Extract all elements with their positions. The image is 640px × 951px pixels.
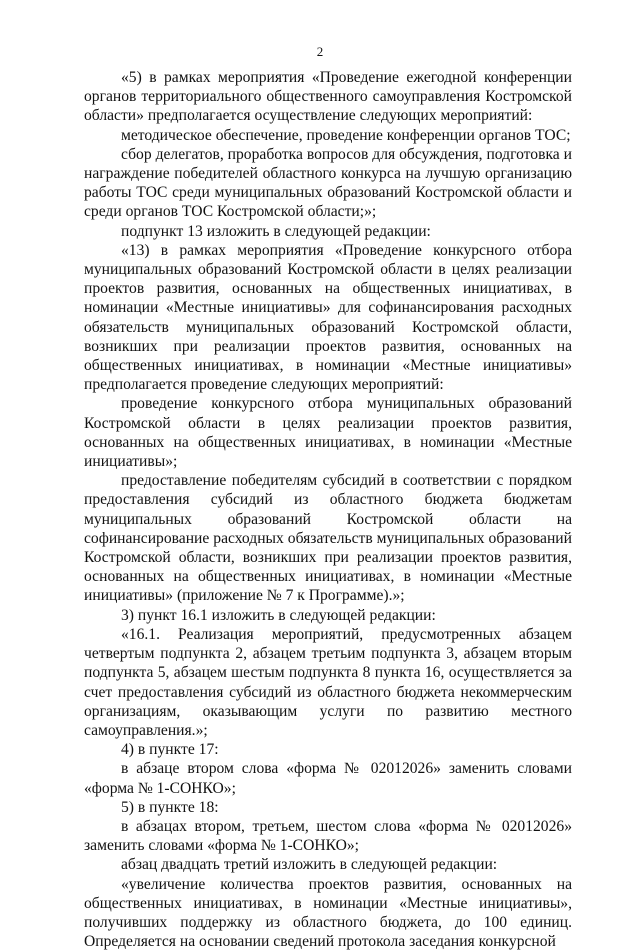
- paragraph: в абзаце втором слова «форма № 02012026» заменить словами «форма № 1-СОНКО»;: [84, 760, 572, 797]
- paragraph: «13) в рамках мероприятия «Проведение конкурсного отбора муниципальных образований Костромской области в целях реализации проектов развития, основанных на общественных инициативах, в номинации «Местные инициативы» для софинансирования расходных обязательств муниципальных образований Костромской области, возникших при реализации проектов развития, основанных на общественных инициативах, в номинации «Местные инициативы» предполагается проведение следующих мероприятий:: [84, 241, 572, 394]
- paragraph: «5) в рамках мероприятия «Проведение ежегодной конференции органов территориального общественного самоуправления Костромской области» предполагается осуществление следующих мероприятий:: [84, 69, 572, 125]
- paragraph: «увеличение количества проектов развития, основанных на общественных инициативах, в номинации «Местные инициативы», получивших поддержку из областного бюджета, до 100 единиц. Определяется на основании сведений протокола заседания конкурсной: [84, 875, 572, 951]
- paragraph: «16.1. Реализация мероприятий, предусмотренных абзацем четвертым подпункта 2, абзацем третьим подпункта 3, абзацем вторым подпункта 5, абзацем шестым подпункта 8 пункта 16, осуществляется за счет предоставления субсидий из областного бюджета некоммерческим организациям, оказывающим услуги по развитию местного самоуправления.»;: [84, 625, 572, 739]
- paragraph: предоставление победителям субсидий в соответствии с порядком предоставления субсидий из областного бюджета бюджетам муниципальных образований Костромской области на софинансирование расходных обязательств муниципальных образований Костромской области, возникших при реализации проектов развития, основанных на общественных инициативах, в номинации «Местные инициативы» (приложение № 7 к Программе).»;: [84, 472, 572, 605]
- paragraph: 3) пункт 16.1 изложить в следующей редакции:: [121, 606, 436, 624]
- document-body: [84, 68, 572, 951]
- page-number: 2: [316, 44, 324, 59]
- paragraph: 4) в пункте 17:: [121, 741, 219, 759]
- paragraph: в абзацах втором, третьем, шестом слова «форма № 02012026» заменить словами «форма № 1-СОНКО»;: [84, 817, 572, 855]
- paragraph: абзац двадцать третий изложить в следующей редакции:: [121, 856, 498, 874]
- paragraph: подпункт 13 изложить в следующей редакции:: [121, 222, 431, 240]
- paragraph: сбор делегатов, проработка вопросов для обсуждения, подготовка и награждение победителей областного конкурса на лучшую организацию работы ТОС среди муниципальных образований Костромской области и среди органов ТОС Костромской области;»;: [84, 145, 572, 221]
- paragraph: проведение конкурсного отбора муниципальных образований Костромской области в целях реализации проектов развития, основанных на общественных инициативах, в номинации «Местные инициативы»;: [84, 395, 572, 471]
- paragraph: методическое обеспечение, проведение конференции органов ТОС;: [121, 126, 571, 144]
- paragraph: 5) в пункте 18:: [121, 798, 219, 816]
